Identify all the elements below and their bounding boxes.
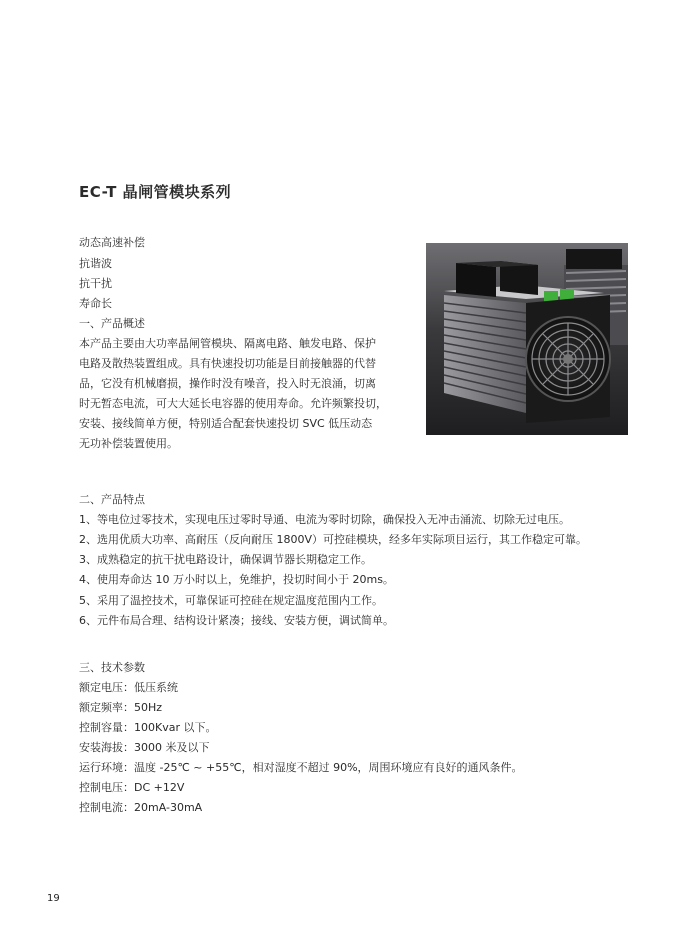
feature-short-3: 抗干扰 <box>79 277 112 290</box>
feature-short-1: 动态高速补偿 <box>79 236 145 249</box>
characteristic-item-6: 6、元件布局合理、结构设计紧凑；接线、安装方便，调试简单。 <box>79 614 394 627</box>
characteristic-item-4: 4、使用寿命达 10 万小时以上，免维护，投切时间小于 20ms。 <box>79 573 394 586</box>
spec-item-1: 额定电压：低压系统 <box>79 681 178 694</box>
overview-line-4: 时无暂态电流，可大大延长电容器的使用寿命。允许频繁投切， <box>79 397 387 410</box>
product-photo <box>426 243 628 435</box>
overview-line-2: 电路及散热装置组成。具有快速投切功能是目前接触器的代替 <box>79 357 376 370</box>
characteristic-item-3: 3、成熟稳定的抗干扰电路设计，确保调节器长期稳定工作。 <box>79 553 372 566</box>
characteristic-item-2: 2、选用优质大功率、高耐压（反向耐压 1800V）可控硅模块，经多年实际项目运行，其工作稳定可靠。 <box>79 533 588 546</box>
page-title: EC-T 晶闸管模块系列 <box>79 183 232 201</box>
feature-short-2: 抗谐波 <box>79 257 112 270</box>
specs-heading: 三、技术参数 <box>79 661 145 674</box>
spec-item-3: 控制容量：100Kvar 以下。 <box>79 721 217 734</box>
overview-line-3: 品，它没有机械磨损，操作时没有噪音，投入时无浪涌，切离 <box>79 377 376 390</box>
spec-item-4: 安装海拔：3000 米及以下 <box>79 741 210 754</box>
spec-item-2: 额定频率：50Hz <box>79 701 163 714</box>
overview-heading: 一、产品概述 <box>79 317 145 330</box>
thyristor-module-image <box>426 243 628 435</box>
spec-item-6: 控制电压：DC +12V <box>79 781 185 794</box>
characteristics-heading: 二、产品特点 <box>79 493 145 506</box>
characteristic-item-5: 5、采用了温控技术，可靠保证可控硅在规定温度范围内工作。 <box>79 594 383 607</box>
overview-line-6: 无功补偿装置使用。 <box>79 437 178 450</box>
feature-short-4: 寿命长 <box>79 297 112 310</box>
spec-item-7: 控制电流：20mA-30mA <box>79 801 203 814</box>
characteristic-item-1: 1、等电位过零技术，实现电压过零时导通、电流为零时切除，确保投入无冲击涌流、切除无过电压。 <box>79 513 570 526</box>
overview-line-5: 安装、接线简单方便，特别适合配套快速投切 SVC 低压动态 <box>79 417 373 430</box>
overview-line-1: 本产品主要由大功率晶闸管模块、隔离电路、触发电路、保护 <box>79 337 376 350</box>
page-number: 19 <box>47 893 60 904</box>
spec-item-5: 运行环境：温度 -25℃ ~ +55℃，相对湿度不超过 90%，周围环境应有良好的通风条件。 <box>79 761 523 774</box>
